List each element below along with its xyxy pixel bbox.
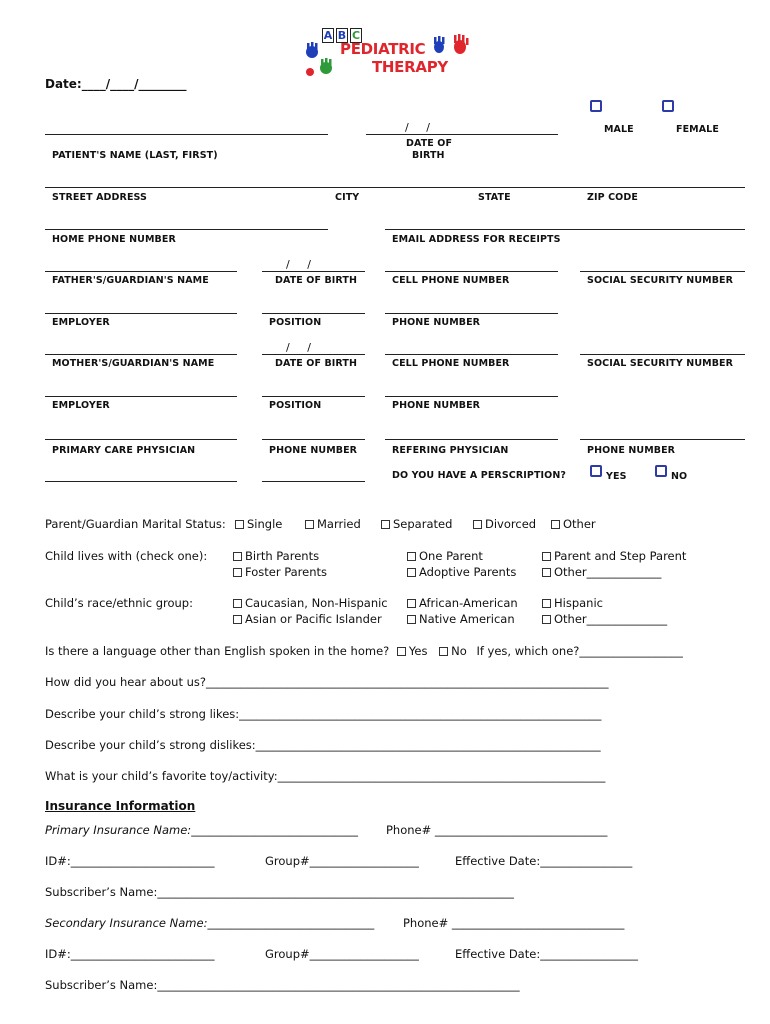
father-name-caption: FATHER'S/GUARDIAN'S NAME: [52, 275, 209, 286]
father-position-caption: POSITION: [269, 317, 322, 328]
handprint-icon: [302, 42, 342, 80]
secondary-id-field[interactable]: ID#:_________________________: [45, 947, 215, 961]
checkbox-icon[interactable]: [305, 520, 314, 529]
secondary-phone-blank[interactable]: ______________________________: [451, 916, 625, 930]
checkbox-icon[interactable]: [542, 599, 551, 608]
option-label: Other: [563, 517, 596, 531]
prescription-question: DO YOU HAVE A PERSCRIPTION?: [392, 470, 567, 481]
mother-cell-line[interactable]: [385, 354, 558, 355]
marital-option-single[interactable]: [235, 517, 282, 531]
father-dob-caption: DATE OF BIRTH: [275, 275, 358, 286]
secondary-effective-date-field[interactable]: Effective Date:_________________: [455, 947, 638, 961]
street-caption: STREET ADDRESS: [52, 192, 147, 203]
race-option-asian[interactable]: [233, 612, 382, 626]
primary-phone-caption: PHONE NUMBER: [269, 445, 358, 456]
father-dob-line[interactable]: [262, 271, 365, 272]
logo-line-2: THERAPY: [372, 58, 448, 76]
father-ssn-caption: SOCIAL SECURITY NUMBER: [587, 275, 734, 286]
mother-phone-caption: PHONE NUMBER: [392, 400, 481, 411]
mother-phone-line[interactable]: [385, 396, 558, 397]
marital-status-label: Parent/Guardian Marital Status:: [45, 517, 226, 531]
extra-line-2[interactable]: [262, 481, 365, 482]
race-option-african-american[interactable]: [407, 596, 518, 610]
logo-block-a: A: [323, 29, 333, 42]
lives-with-label: Child lives with (check one):: [45, 549, 208, 563]
language-question: Is there a language other than English spoken in the home?: [45, 644, 390, 658]
primary-phone-label: Phone#: [386, 823, 432, 837]
option-label: Other_____________: [554, 565, 662, 579]
checkbox-icon[interactable]: [407, 568, 416, 577]
father-employer-caption: EMPLOYER: [52, 317, 110, 328]
primary-effective-date-field[interactable]: Effective Date:________________: [455, 854, 633, 868]
primary-physician-caption: PRIMARY CARE PHYSICIAN: [52, 445, 196, 456]
male-checkbox[interactable]: [590, 100, 602, 112]
marital-option-separated[interactable]: [381, 517, 452, 531]
mother-name-caption: MOTHER'S/GUARDIAN'S NAME: [52, 358, 215, 369]
checkbox-icon[interactable]: [233, 599, 242, 608]
mother-dob-slashes: / /: [286, 341, 311, 354]
insurance-heading: Insurance Information: [45, 799, 196, 813]
language-yes-checkbox[interactable]: [397, 647, 406, 656]
mother-name-line[interactable]: [45, 354, 237, 355]
option-label: Asian or Pacific Islander: [245, 612, 382, 626]
language-followup-field[interactable]: If yes, which one?__________________: [476, 644, 683, 658]
favorite-toy-field[interactable]: What is your child’s favorite toy/activity:_________________________________________________________: [45, 769, 606, 783]
secondary-insurance-label: Secondary Insurance Name:: [45, 916, 208, 930]
secondary-insurance-row: [45, 916, 374, 930]
female-label: FEMALE: [676, 124, 719, 135]
option-label: Caucasian, Non-Hispanic: [245, 596, 388, 610]
checkbox-icon[interactable]: [233, 568, 242, 577]
option-label: Adoptive Parents: [419, 565, 517, 579]
mother-employer-caption: EMPLOYER: [52, 400, 110, 411]
prescription-no-checkbox[interactable]: [655, 465, 667, 477]
primary-id-field[interactable]: ID#:_________________________: [45, 854, 215, 868]
checkbox-icon[interactable]: [381, 520, 390, 529]
father-phone-caption: PHONE NUMBER: [392, 317, 481, 328]
language-no-label: No: [451, 644, 467, 658]
checkbox-icon[interactable]: [542, 552, 551, 561]
referring-physician-caption: REFERING PHYSICIAN: [392, 445, 509, 456]
option-label: Married: [317, 517, 361, 531]
primary-insurance-label: Primary Insurance Name:: [45, 823, 192, 837]
language-row: [45, 644, 683, 658]
checkbox-icon[interactable]: [473, 520, 482, 529]
dislikes-field[interactable]: Describe your child’s strong dislikes:____________________________________________________________: [45, 738, 601, 752]
option-label: African-American: [419, 596, 518, 610]
father-cell-line[interactable]: [385, 271, 558, 272]
secondary-phone-label: Phone#: [403, 916, 449, 930]
patient-dob-caption-2: BIRTH: [412, 150, 445, 161]
clinic-logo: [300, 20, 475, 80]
hear-about-us-field[interactable]: How did you hear about us?______________________________________________________________________: [45, 675, 609, 689]
date-field[interactable]: Date:____/____/________: [45, 77, 187, 91]
mother-employer-line[interactable]: [45, 396, 237, 397]
patient-name-caption: PATIENT'S NAME (LAST, FIRST): [52, 150, 218, 161]
marital-option-married[interactable]: [305, 517, 361, 531]
checkbox-icon[interactable]: [542, 615, 551, 624]
checkbox-icon[interactable]: [407, 615, 416, 624]
primary-phone-blank[interactable]: ______________________________: [434, 823, 608, 837]
referring-phone-line[interactable]: [580, 439, 745, 440]
option-label: One Parent: [419, 549, 483, 563]
patient-dob-line[interactable]: [366, 134, 558, 135]
father-employer-line[interactable]: [45, 313, 237, 314]
option-label: Other______________: [554, 612, 668, 626]
option-label: Foster Parents: [245, 565, 328, 579]
checkbox-icon[interactable]: [235, 520, 244, 529]
checkbox-icon[interactable]: [233, 552, 242, 561]
checkbox-icon[interactable]: [407, 599, 416, 608]
secondary-subscriber-field[interactable]: Subscriber’s Name:_______________________________________________________________: [45, 978, 520, 992]
option-label: Birth Parents: [245, 549, 320, 563]
marital-option-other[interactable]: [551, 517, 596, 531]
race-option-native-american[interactable]: [407, 612, 515, 626]
referring-phone-caption: PHONE NUMBER: [587, 445, 676, 456]
home-phone-caption: HOME PHONE NUMBER: [52, 234, 176, 245]
referring-physician-line[interactable]: [385, 439, 558, 440]
prescription-yes-label: YES: [606, 471, 627, 482]
state-caption: STATE: [478, 192, 511, 203]
father-position-line[interactable]: [262, 313, 365, 314]
extra-line-1[interactable]: [45, 481, 237, 482]
race-option-hispanic[interactable]: [542, 596, 603, 610]
email-line[interactable]: [385, 229, 745, 230]
father-ssn-line[interactable]: [580, 271, 745, 272]
father-phone-line[interactable]: [385, 313, 558, 314]
marital-option-divorced[interactable]: [473, 517, 536, 531]
mother-dob-caption: DATE OF BIRTH: [275, 358, 358, 369]
race-option-caucasian[interactable]: [233, 596, 388, 610]
option-label: Parent and Step Parent: [554, 549, 687, 563]
option-label: Native American: [419, 612, 515, 626]
checkbox-icon[interactable]: [233, 615, 242, 624]
mother-cell-caption: CELL PHONE NUMBER: [392, 358, 510, 369]
likes-field[interactable]: Describe your child’s strong likes:_______________________________________________________________: [45, 707, 602, 721]
mother-ssn-line[interactable]: [580, 354, 745, 355]
mother-dob-line[interactable]: [262, 354, 365, 355]
prescription-yes-checkbox[interactable]: [590, 465, 602, 477]
mother-position-caption: POSITION: [269, 400, 322, 411]
race-option-other[interactable]: [542, 612, 667, 626]
option-label: Divorced: [485, 517, 537, 531]
checkbox-icon[interactable]: [542, 568, 551, 577]
primary-group-field[interactable]: Group#___________________: [265, 854, 419, 868]
primary-physician-line[interactable]: [45, 439, 237, 440]
checkbox-icon[interactable]: [551, 520, 560, 529]
primary-phone-line[interactable]: [262, 439, 365, 440]
city-caption: CITY: [335, 192, 360, 203]
checkbox-icon[interactable]: [407, 552, 416, 561]
father-name-line[interactable]: [45, 271, 237, 272]
option-label: Single: [247, 517, 283, 531]
zip-caption: ZIP CODE: [587, 192, 638, 203]
lives-option-birth-parents[interactable]: [233, 549, 319, 563]
logo-block-c: C: [351, 29, 361, 42]
primary-insurance-row: [45, 823, 358, 837]
father-cell-caption: CELL PHONE NUMBER: [392, 275, 510, 286]
language-no-checkbox[interactable]: [439, 647, 448, 656]
prescription-no-label: NO: [671, 471, 688, 482]
email-caption: EMAIL ADDRESS FOR RECEIPTS: [392, 234, 561, 245]
address-line[interactable]: [45, 187, 745, 188]
lives-option-one-parent[interactable]: [407, 549, 483, 563]
patient-dob-caption-1: DATE OF: [406, 138, 453, 149]
mother-position-line[interactable]: [262, 396, 365, 397]
handprint-icon: [430, 32, 474, 62]
secondary-phone-row: [403, 916, 624, 930]
option-label: Separated: [393, 517, 453, 531]
secondary-insurance-blank[interactable]: _____________________________: [207, 916, 375, 930]
primary-subscriber-field[interactable]: Subscriber’s Name:______________________________________________________________: [45, 885, 514, 899]
female-checkbox[interactable]: [662, 100, 674, 112]
primary-insurance-blank[interactable]: _____________________________: [191, 823, 358, 837]
secondary-group-field[interactable]: Group#___________________: [265, 947, 419, 961]
language-yes-label: Yes: [408, 644, 428, 658]
primary-phone-row: [386, 823, 607, 837]
logo-line-1: PEDIATRIC: [340, 40, 426, 58]
patient-name-line[interactable]: [45, 134, 328, 135]
lives-option-other[interactable]: [542, 565, 661, 579]
mother-ssn-caption: SOCIAL SECURITY NUMBER: [587, 358, 734, 369]
lives-option-adoptive[interactable]: [407, 565, 516, 579]
lives-option-step-parent[interactable]: [542, 549, 686, 563]
lives-option-foster[interactable]: [233, 565, 327, 579]
race-label: Child’s race/ethnic group:: [45, 596, 193, 610]
logo-block-b: B: [337, 29, 347, 42]
home-phone-line[interactable]: [45, 229, 328, 230]
patient-dob-slashes: / /: [405, 121, 430, 134]
father-dob-slashes: / /: [286, 258, 311, 271]
option-label: Hispanic: [554, 596, 603, 610]
male-label: MALE: [604, 124, 634, 135]
